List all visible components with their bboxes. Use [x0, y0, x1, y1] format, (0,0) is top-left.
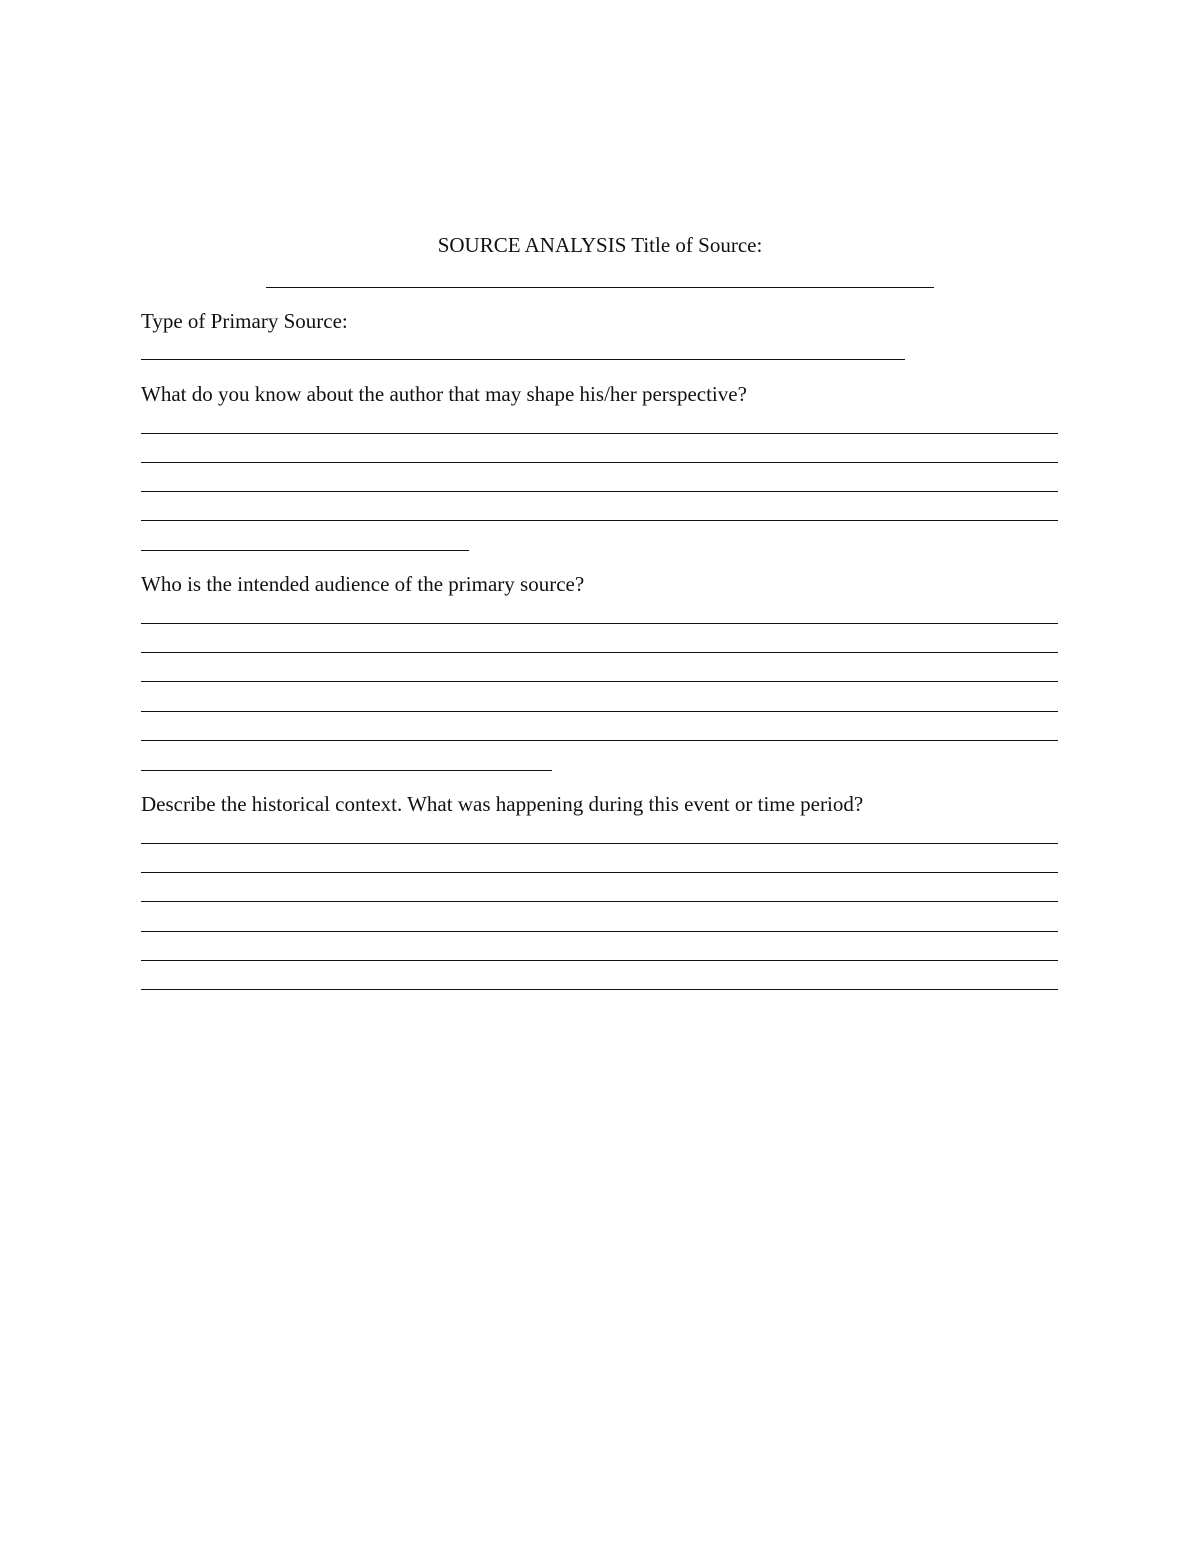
context-answer-line[interactable] — [141, 931, 1058, 932]
audience-question: Who is the intended audience of the primary source? — [141, 572, 585, 596]
context-question: Describe the historical context. What was happening during this event or time period? — [141, 792, 864, 816]
context-answer-line[interactable] — [141, 901, 1058, 902]
audience-answer-line[interactable] — [141, 770, 552, 771]
audience-answer-line[interactable] — [141, 681, 1058, 682]
author-answer-line[interactable] — [141, 462, 1058, 463]
audience-answer-line[interactable] — [141, 711, 1058, 712]
author-answer-line[interactable] — [141, 491, 1058, 492]
context-answer-line[interactable] — [141, 989, 1058, 990]
context-answer-line[interactable] — [141, 843, 1058, 844]
author-answer-line[interactable] — [141, 520, 1058, 521]
audience-answer-line[interactable] — [141, 623, 1058, 624]
page-title: SOURCE ANALYSIS Title of Source: — [437, 233, 763, 257]
context-answer-line[interactable] — [141, 960, 1058, 961]
author-answer-line[interactable] — [141, 550, 469, 551]
type-answer-line[interactable] — [141, 359, 905, 360]
audience-answer-line[interactable] — [141, 740, 1058, 741]
type-of-source-label: Type of Primary Source: — [141, 309, 348, 333]
title-answer-line[interactable] — [266, 287, 934, 288]
audience-answer-line[interactable] — [141, 652, 1058, 653]
context-answer-line[interactable] — [141, 872, 1058, 873]
author-answer-line[interactable] — [141, 433, 1058, 434]
author-question: What do you know about the author that may shape his/her perspective? — [141, 382, 747, 406]
